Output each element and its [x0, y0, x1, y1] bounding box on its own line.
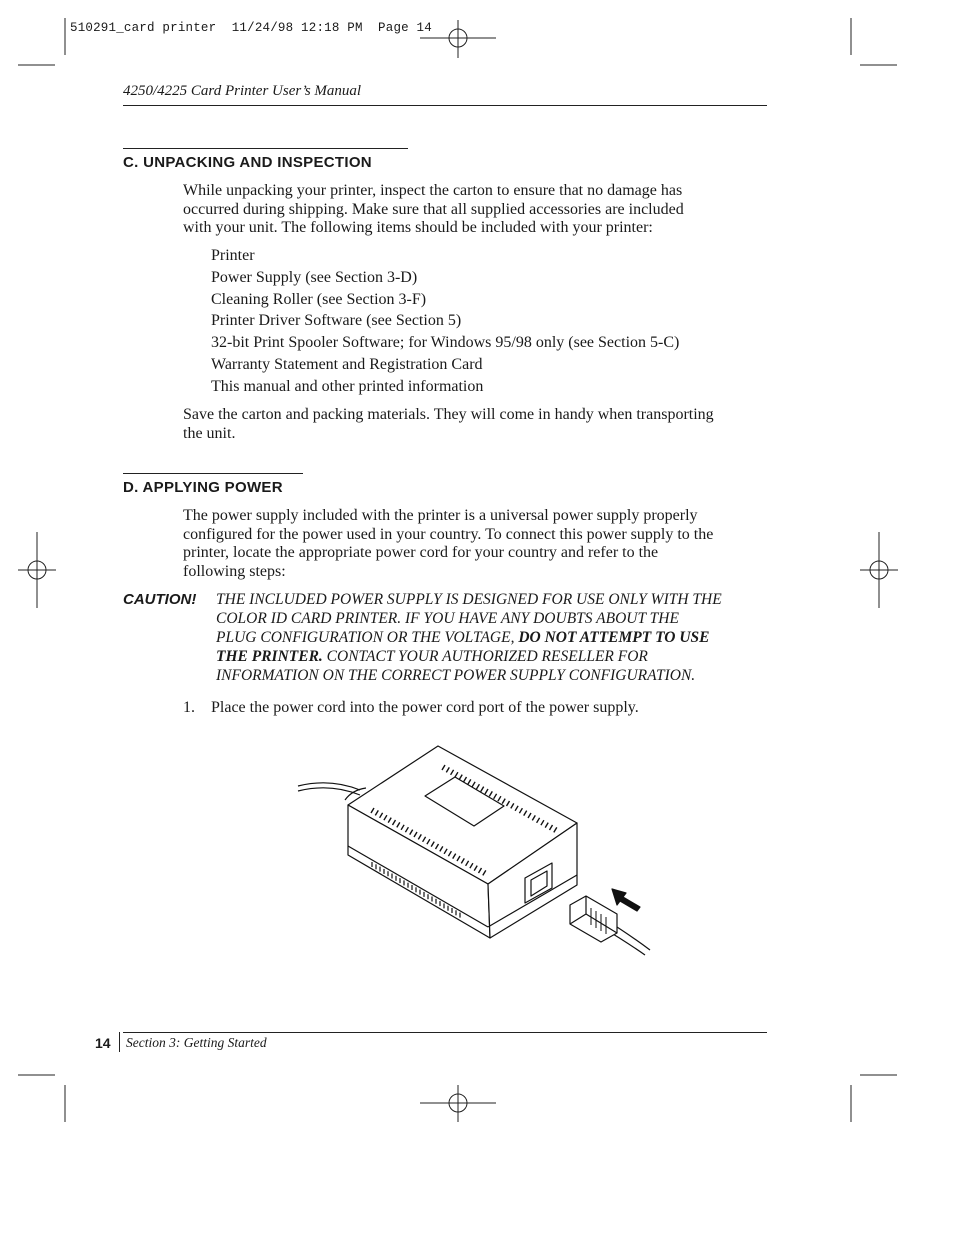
step-1-text: Place the power cord into the power cord port of the power supply.: [211, 699, 639, 716]
list-item: This manual and other printed information: [211, 377, 484, 395]
list-item: Power Supply (see Section 3-D): [211, 268, 418, 286]
list-item: Printer Driver Software (see Section 5): [211, 312, 462, 330]
text-line: The power supply included with the printer is a universal power supply properly: [183, 507, 698, 524]
text-line: Save the carton and packing materials. They will come in handy when transporting: [183, 406, 714, 423]
caution-line: THE INCLUDED POWER SUPPLY IS DESIGNED FOR USE ONLY WITH THE: [216, 591, 722, 608]
print-slug-line: 510291_card printer 11/24/98 12:18 PM Page 14: [70, 21, 432, 35]
text-line: While unpacking your printer, inspect the carton to ensure that no damage has: [183, 182, 683, 199]
text-line: the unit.: [183, 424, 236, 442]
text-line: occurred during shipping. Make sure that all supplied accessories are included: [183, 200, 684, 218]
section-c-heading: C. UNPACKING AND INSPECTION: [123, 154, 372, 171]
list-item: Cleaning Roller (see Section 3-F): [211, 290, 427, 308]
caution-line-part: CONTACT YOUR AUTHORIZED RESELLER FOR: [322, 648, 648, 665]
footer-rule: [123, 1032, 767, 1033]
text-line: following steps:: [183, 562, 286, 580]
text-line: with your unit. The following items should be included with your printer:: [183, 219, 653, 237]
caution-label: CAUTION!: [123, 591, 197, 608]
caution-emphasis: DO NOT ATTEMPT TO USE: [518, 629, 710, 646]
section-d-heading: D. APPLYING POWER: [123, 479, 283, 496]
footer-divider: [119, 1032, 120, 1052]
caution-line: COLOR ID CARD PRINTER. IF YOU HAVE ANY DOUBTS ABOUT THE: [216, 610, 679, 627]
running-header: 4250/4225 Card Printer User’s Manual: [123, 83, 362, 99]
text-line: printer, locate the appropriate power cord for your country and refer to the: [183, 544, 659, 562]
caution-emphasis: THE PRINTER.: [216, 648, 323, 665]
step-1-number: 1.: [183, 699, 195, 716]
text-line: configured for the power used in your country. To connect this power supply to the: [183, 525, 714, 543]
footer-section-label: Section 3: Getting Started: [126, 1035, 267, 1050]
list-item: Printer: [211, 247, 255, 264]
list-item: Warranty Statement and Registration Card: [211, 355, 483, 373]
list-item: 32-bit Print Spooler Software; for Windows 95/98 only (see Section 5-C): [211, 334, 680, 352]
caution-line: INFORMATION ON THE CORRECT POWER SUPPLY CONFIGURATION.: [216, 667, 696, 684]
page-number: 14: [95, 1035, 111, 1051]
caution-line-part: PLUG CONFIGURATION OR THE VOLTAGE,: [216, 629, 519, 646]
